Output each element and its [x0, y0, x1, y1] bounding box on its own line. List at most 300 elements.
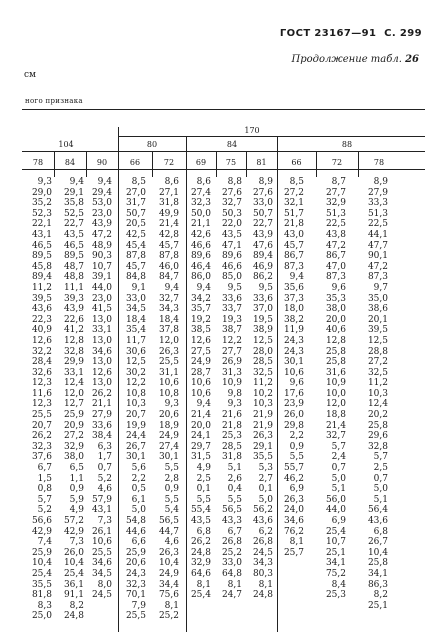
table-cell: 8,1	[289, 537, 304, 548]
table-cell: 26,8	[252, 537, 273, 548]
group-heading: 80	[146, 140, 158, 149]
table-cell: 46,0	[158, 261, 179, 272]
table-cell: 21,6	[221, 410, 242, 421]
table-cell: 0,9	[69, 484, 84, 495]
table-cell: 10,3	[367, 388, 388, 399]
table-cell: 32,5	[252, 367, 273, 378]
table-cell: 30,1	[125, 452, 146, 463]
table-cell: 43,6	[367, 516, 388, 526]
table-cell: 31,8	[221, 452, 242, 463]
column-heading: 90	[96, 158, 108, 167]
table-cell: 10,9	[325, 378, 346, 389]
table-cell: 87,3	[325, 272, 346, 283]
table-cell: 41,5	[91, 304, 112, 315]
table-cell: 41,2	[63, 325, 84, 336]
table-cell: 27,4	[190, 187, 211, 198]
table-cell: 29,6	[367, 431, 388, 442]
table-cell: 9,5	[227, 282, 242, 293]
table-cell: 10,6	[283, 367, 304, 378]
table-cell: 81,8	[31, 590, 52, 601]
table-cell: 25,9	[63, 410, 84, 421]
table-cell: 9,4	[289, 272, 304, 283]
table-cell: 56,2	[252, 505, 273, 516]
table-cell: 33,6	[252, 293, 273, 304]
table-cell: 43,9	[91, 219, 112, 230]
table-cell: 6,7	[227, 526, 242, 537]
table-cell: 35,5	[252, 452, 273, 463]
table-cell: 37,3	[283, 293, 304, 304]
table-cell: 10,0	[325, 388, 346, 399]
table-cell: 5,5	[289, 452, 304, 463]
table-cell: 11,7	[125, 335, 146, 346]
table-cell: 5,7	[331, 441, 346, 452]
table-cell: 22,7	[63, 219, 84, 230]
group-rule-170	[118, 136, 425, 137]
table-cell: 43,3	[221, 516, 242, 526]
table-cell: 26,7	[125, 441, 146, 452]
table-cell: 0,7	[373, 473, 388, 484]
table-cell: 34,6	[91, 558, 112, 569]
table-cell: 1,7	[97, 452, 112, 463]
table-cell: 27,0	[125, 187, 146, 198]
table-cell: 32,7	[325, 431, 346, 442]
table-cell: 43,5	[190, 516, 211, 526]
table-cell: 20,5	[125, 219, 146, 230]
table-cell: 38,0	[325, 304, 346, 315]
table-cell: 25,3	[325, 590, 346, 601]
table-cell: 8,1	[164, 600, 179, 611]
column-heading: 72	[163, 158, 175, 167]
table-cell: 28,8	[367, 346, 388, 357]
table-cell: 34,2	[190, 293, 211, 304]
column-heading: 72	[331, 158, 343, 167]
table-cell: 5,5	[196, 494, 211, 505]
table-cell: 9,3	[164, 399, 179, 410]
table-cell: 29,1	[63, 187, 84, 198]
continuation-caption	[292, 54, 419, 65]
table-cell: 5,2	[97, 473, 112, 484]
table-top-rule	[22, 109, 425, 110]
table-cell: 42,8	[158, 229, 179, 240]
table-cell: 29,0	[31, 187, 52, 198]
table-cell: 5,0	[373, 484, 388, 495]
table-cell: 5,5	[227, 494, 242, 505]
table-cell: 37,0	[252, 304, 273, 315]
table-cell: 12,5	[367, 335, 388, 346]
data-column	[316, 177, 346, 601]
table-cell: 21,8	[283, 219, 304, 230]
table-cell: 21,9	[252, 420, 273, 431]
table-cell: 12,3	[31, 378, 52, 389]
table-cell: 51,3	[367, 208, 388, 219]
table-cell: 35,8	[63, 198, 84, 209]
table-cell: 53,0	[91, 198, 112, 209]
table-cell: 25,2	[158, 611, 179, 622]
table-cell: 19,9	[125, 420, 146, 431]
table-cell: 44,6	[125, 526, 146, 537]
table-cell: 10,8	[158, 388, 179, 399]
table-cell: 10,2	[252, 388, 273, 399]
table-cell: 8,9	[258, 177, 273, 187]
table-cell: 8,1	[258, 579, 273, 590]
table-cell: 43,9	[63, 304, 84, 315]
column-heading: 78	[373, 158, 385, 167]
table-cell: 25,1	[367, 600, 388, 611]
table-cell: 50,7	[125, 208, 146, 219]
table-cell: 27,4	[158, 441, 179, 452]
continuation-label: Продолжение табл.	[291, 54, 402, 65]
table-cell: 21,4	[190, 410, 211, 421]
table-cell: 48,8	[63, 272, 84, 283]
table-cell: 8,4	[331, 579, 346, 590]
table-cell: 35,4	[125, 325, 146, 336]
table-cell: 22,3	[31, 314, 52, 325]
table-cell: 27,9	[367, 187, 388, 198]
table-cell: 26,3	[158, 547, 179, 558]
data-column	[277, 177, 304, 558]
unit-label: см	[24, 70, 37, 80]
table-cell: 89,5	[31, 251, 52, 262]
table-cell: 0,1	[258, 484, 273, 495]
column-heading: 78	[32, 158, 44, 167]
table-cell: 8,2	[373, 590, 388, 601]
table-cell: 26,8	[221, 537, 242, 548]
table-cell: 56,5	[158, 516, 179, 526]
table-cell: 11,2	[252, 378, 273, 389]
column-heading: 81	[256, 158, 267, 167]
table-cell: 33,0	[125, 293, 146, 304]
table-cell: 33,3	[367, 198, 388, 209]
table-cell: 44,0	[91, 282, 112, 293]
table-cell: 48,9	[91, 240, 112, 251]
table-cell: 32,1	[283, 198, 304, 209]
table-cell: 89,6	[221, 251, 242, 262]
table-cell: 11,9	[283, 325, 304, 336]
data-column	[118, 177, 146, 622]
table-cell: 47,2	[325, 240, 346, 251]
table-cell: 47,1	[221, 240, 242, 251]
table-cell: 9,6	[289, 378, 304, 389]
table-cell: 56,5	[221, 505, 242, 516]
table-cell: 25,7	[283, 547, 304, 558]
table-cell: 32,8	[367, 441, 388, 452]
table-cell: 10,8	[125, 388, 146, 399]
table-cell: 0,1	[196, 484, 211, 495]
table-cell: 27,6	[252, 187, 273, 198]
table-cell: 32,7	[221, 198, 242, 209]
caption-tail: ного признака	[25, 97, 83, 105]
table-cell: 45,8	[31, 261, 52, 272]
table-cell: 11,2	[31, 282, 52, 293]
table-cell: 24,4	[125, 431, 146, 442]
group-heading: 104	[58, 140, 74, 149]
table-cell: 45,7	[125, 261, 146, 272]
data-column	[54, 177, 84, 622]
data-column	[152, 177, 179, 622]
table-cell: 31,8	[158, 198, 179, 209]
data-column	[358, 177, 388, 611]
table-cell: 89,5	[63, 251, 84, 262]
table-cell: 28,5	[252, 357, 273, 368]
table-cell: 32,3	[190, 198, 211, 209]
table-cell: 39,5	[31, 293, 52, 304]
table-cell: 30,6	[125, 346, 146, 357]
table-cell: 31,3	[221, 367, 242, 378]
table-cell: 13,0	[91, 335, 112, 346]
table-cell: 12,3	[31, 399, 52, 410]
table-cell: 25,5	[91, 547, 112, 558]
table-cell: 87,3	[283, 261, 304, 272]
table-cell: 10,3	[125, 399, 146, 410]
table-cell: 34,6	[91, 346, 112, 357]
table-cell: 42,9	[31, 526, 52, 537]
table-cell: 37,6	[31, 452, 52, 463]
table-cell: 8,3	[37, 600, 52, 611]
data-column	[186, 177, 211, 601]
table-cell: 27,5	[190, 346, 211, 357]
table-cell: 6,1	[131, 494, 146, 505]
table-cell: 27,2	[283, 187, 304, 198]
table-cell: 26,2	[31, 431, 52, 442]
table-cell: 19,2	[190, 314, 211, 325]
table-cell: 26,3	[283, 494, 304, 505]
table-cell: 84,7	[158, 272, 179, 283]
table-cell: 20,0	[325, 314, 346, 325]
table-cell: 0,9	[289, 441, 304, 452]
table-cell: 25,0	[31, 611, 52, 622]
table-cell: 24,1	[190, 431, 211, 442]
table-cell: 8,5	[289, 177, 304, 187]
table-cell: 33,0	[252, 198, 273, 209]
table-cell: 12,0	[63, 388, 84, 399]
table-cell: 31,1	[158, 367, 179, 378]
table-cell: 4,6	[97, 484, 112, 495]
table-cell: 12,6	[190, 335, 211, 346]
table-cell: 9,5	[258, 282, 273, 293]
table-cell: 43,9	[252, 229, 273, 240]
table-cell: 5,5	[164, 463, 179, 474]
table-cell: 33,0	[221, 558, 242, 569]
table-cell: 20,7	[125, 410, 146, 421]
table-cell: 31,7	[125, 198, 146, 209]
table-cell: 47,2	[367, 261, 388, 272]
table-cell: 5,7	[37, 494, 52, 505]
table-cell: 44,7	[158, 526, 179, 537]
table-cell: 9,4	[196, 399, 211, 410]
table-cell: 21,4	[158, 219, 179, 230]
table-cell: 19,5	[252, 314, 273, 325]
table-cell: 34,3	[158, 304, 179, 315]
table-cell: 32,7	[158, 293, 179, 304]
table-cell: 45,7	[158, 240, 179, 251]
table-cell: 25,3	[221, 431, 242, 442]
table-cell: 33,6	[221, 293, 242, 304]
table-cell: 12,5	[252, 335, 273, 346]
table-cell: 86,7	[325, 251, 346, 262]
table-cell: 20,2	[367, 410, 388, 421]
standard-number: ГОСТ 23167—91	[279, 28, 377, 39]
table-cell: 18,4	[158, 314, 179, 325]
table-cell: 38,4	[91, 431, 112, 442]
data-column	[246, 177, 273, 601]
table-cell: 25,2	[221, 547, 242, 558]
table-cell: 50,3	[221, 208, 242, 219]
table-cell: 34,1	[325, 558, 346, 569]
table-cell: 35,2	[31, 198, 52, 209]
table-cell: 26,3	[252, 431, 273, 442]
table-cell: 86,0	[190, 272, 211, 283]
table-cell: 5,3	[258, 463, 273, 474]
table-cell: 26,3	[158, 346, 179, 357]
table-cell: 2,5	[373, 463, 388, 474]
table-cell: 2,5	[196, 473, 211, 484]
table-cell: 9,4	[196, 282, 211, 293]
table-cell: 22,5	[325, 219, 346, 230]
table-cell: 6,6	[131, 537, 146, 548]
table-cell: 8,7	[331, 177, 346, 187]
table-cell: 0,9	[164, 484, 179, 495]
table-cell: 25,8	[325, 357, 346, 368]
table-number: 26	[405, 54, 419, 65]
table-cell: 43,6	[31, 304, 52, 315]
table-cell: 5,4	[164, 505, 179, 516]
table-cell: 87,3	[367, 272, 388, 283]
table-cell: 24,8	[252, 590, 273, 601]
table-cell: 4,9	[69, 505, 84, 516]
table-cell: 7,9	[131, 600, 146, 611]
table-cell: 27,7	[221, 346, 242, 357]
table-cell: 21,1	[190, 219, 211, 230]
table-cell: 18,8	[325, 410, 346, 421]
table-cell: 42,9	[63, 526, 84, 537]
table-cell: 29,1	[252, 441, 273, 452]
table-cell: 12,8	[325, 335, 346, 346]
table-cell: 87,8	[158, 251, 179, 262]
table-cell: 44,0	[325, 505, 346, 516]
table-cell: 25,5	[31, 410, 52, 421]
table-cell: 37,8	[158, 325, 179, 336]
page-header	[272, 28, 422, 39]
table-cell: 89,4	[252, 251, 273, 262]
table-cell: 9,8	[227, 388, 242, 399]
table-cell: 21,9	[252, 410, 273, 421]
table-cell: 35,6	[283, 282, 304, 293]
table-cell: 64,6	[190, 568, 211, 579]
table-cell: 9,1	[131, 282, 146, 293]
page-number: С. 299	[384, 28, 422, 39]
table-cell: 24,8	[63, 611, 84, 622]
table-cell: 33,6	[91, 420, 112, 431]
table-cell: 43,1	[31, 229, 52, 240]
table-cell: 8,9	[373, 177, 388, 187]
table-cell: 5,9	[69, 494, 84, 505]
table-cell: 11,2	[367, 378, 388, 389]
table-cell: 49,9	[158, 208, 179, 219]
table-cell: 22,5	[367, 219, 388, 230]
table-cell: 24,0	[283, 505, 304, 516]
table-cell: 5,7	[373, 452, 388, 463]
table-cell: 42,5	[125, 229, 146, 240]
table-cell: 23,0	[91, 208, 112, 219]
table-cell: 6,9	[289, 484, 304, 495]
table-cell: 10,4	[63, 558, 84, 569]
table-cell: 45,7	[283, 240, 304, 251]
table-cell: 43,5	[221, 229, 242, 240]
table-cell: 91,1	[63, 590, 84, 601]
table-cell: 27,9	[91, 410, 112, 421]
table-cell: 9,3	[37, 177, 52, 187]
table-cell: 24,8	[190, 547, 211, 558]
table-cell: 50,7	[252, 208, 273, 219]
table-cell: 5,2	[37, 505, 52, 516]
table-cell: 4,9	[196, 463, 211, 474]
table-cell: 12,6	[91, 367, 112, 378]
table-cell: 44,1	[367, 229, 388, 240]
data-column	[86, 177, 112, 601]
table-cell: 28,7	[190, 367, 211, 378]
table-cell: 10,9	[221, 378, 242, 389]
table-cell: 8,5	[131, 177, 146, 187]
table-cell: 46,2	[283, 473, 304, 484]
table-cell: 57,9	[91, 494, 112, 505]
table-cell: 13,0	[91, 378, 112, 389]
table-cell: 46,5	[31, 240, 52, 251]
table-cell: 8,6	[196, 177, 211, 187]
table-cell: 32,3	[125, 579, 146, 590]
table-cell: 38,0	[63, 452, 84, 463]
table-cell: 31,6	[325, 367, 346, 378]
table-cell: 28,5	[221, 441, 242, 452]
table-cell: 6,7	[37, 463, 52, 474]
table-cell: 12,2	[221, 335, 242, 346]
table-cell: 24,5	[252, 547, 273, 558]
group-heading: 170	[244, 126, 260, 135]
table-cell: 43,8	[325, 229, 346, 240]
table-cell: 43,5	[63, 229, 84, 240]
table-cell: 26,2	[190, 537, 211, 548]
table-cell: 24,5	[91, 590, 112, 601]
table-cell: 47,7	[367, 240, 388, 251]
table-cell: 6,8	[196, 526, 211, 537]
table-cell: 6,9	[331, 516, 346, 526]
table-cell: 86,2	[252, 272, 273, 283]
table-cell: 7,3	[97, 516, 112, 526]
table-cell: 32,2	[31, 346, 52, 357]
table-cell: 24,7	[221, 590, 242, 601]
table-cell: 33,1	[63, 367, 84, 378]
table-cell: 26,9	[221, 357, 242, 368]
table-cell: 26,7	[367, 537, 388, 548]
table-cell: 24,3	[283, 335, 304, 346]
table-cell: 55,4	[190, 505, 211, 516]
table-cell: 12,4	[63, 378, 84, 389]
table-cell: 51,3	[325, 208, 346, 219]
table-cell: 85,0	[221, 272, 242, 283]
table-cell: 1,1	[69, 473, 84, 484]
table-cell: 9,4	[69, 177, 84, 187]
table-cell: 9,4	[164, 282, 179, 293]
table-cell: 5,0	[131, 505, 146, 516]
table-cell: 32,8	[63, 346, 84, 357]
table-cell: 27,1	[158, 187, 179, 198]
table-cell: 35,7	[190, 304, 211, 315]
table-cell: 34,4	[158, 579, 179, 590]
table-cell: 8,1	[227, 579, 242, 590]
table-cell: 80,3	[252, 568, 273, 579]
table-cell: 25,9	[31, 547, 52, 558]
table-cell: 18,9	[158, 420, 179, 431]
table-cell: 27,6	[221, 187, 242, 198]
